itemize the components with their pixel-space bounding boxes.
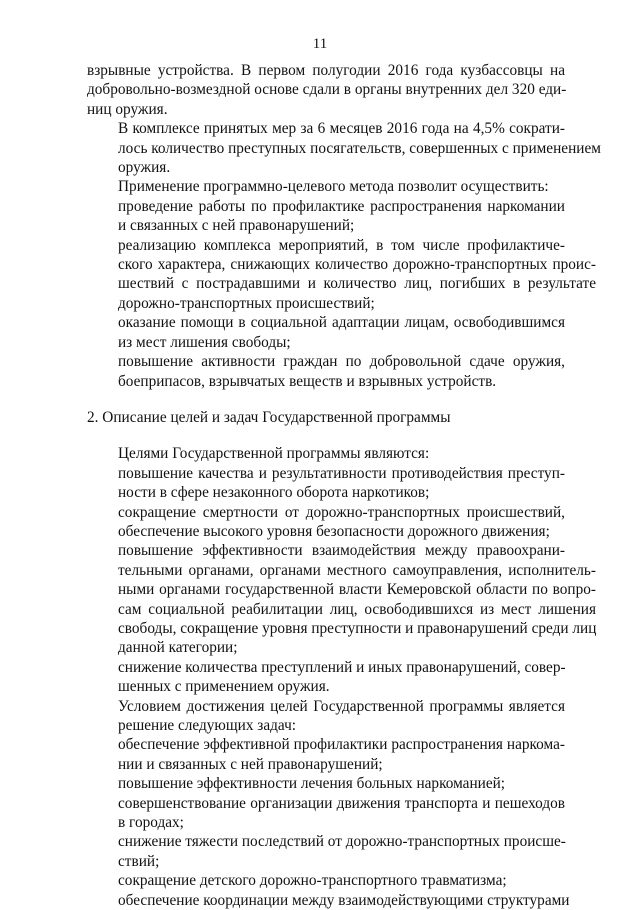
paragraph xyxy=(87,119,601,177)
text-line: сокращение детского дорожно-транспортного травматизма; xyxy=(118,872,507,890)
text-line: боеприпасов, взрывчатых веществ и взрывных устройств. xyxy=(118,372,497,390)
text-line: тельными органами, органами местного самоуправления, исполнитель- xyxy=(118,561,596,579)
paragraph xyxy=(87,658,565,697)
page-number: 11 xyxy=(312,36,328,52)
text-line: обеспечение координации между взаимодействующими структурами xyxy=(118,891,570,909)
paragraph xyxy=(87,197,565,236)
text-line: сам социальной реабилитации лиц, освободившихся из мест лишения xyxy=(118,600,596,618)
paragraph xyxy=(87,735,565,774)
text-line: Условием достижения целей Государственной программы является xyxy=(118,697,565,715)
paragraph xyxy=(87,503,565,542)
text-line: ниц оружия. xyxy=(87,100,168,118)
text-line: нии и связанных с ней правонарушений; xyxy=(118,755,383,773)
text-line: шествий с пострадавшими и количество лиц, погибших в результате xyxy=(118,275,596,293)
text-line: данной категории; xyxy=(118,639,238,657)
text-line: совершенствование организации движения транспорта и пешеходов xyxy=(118,794,565,812)
paragraph xyxy=(87,61,565,119)
text-line: решение следующих задач: xyxy=(118,717,297,734)
text-line: повышение эффективности взаимодействия между правоохрани- xyxy=(118,542,565,560)
text-line: снижение тяжести последствий от дорожно-транспортных происше- xyxy=(118,833,566,851)
text-line: из мест лишения свободы; xyxy=(118,333,291,351)
text-line: ными органами государственной власти Кемеровской области по вопро- xyxy=(118,581,596,599)
text-line: в городах; xyxy=(118,814,184,832)
text-line: повышение качества и результативности противодействия преступ- xyxy=(118,464,565,482)
text-line: проведение работы по профилактике распространения наркомании xyxy=(118,197,565,215)
text-line: свободы, сокращение уровня преступности и правонарушений среди лиц xyxy=(118,619,597,637)
text-line: Применение программно-целевого метода позволит осуществить: xyxy=(118,178,549,196)
text-line: повышение активности граждан по добровольной сдаче оружия, xyxy=(118,353,565,371)
text-line: обеспечение эффективной профилактики распространения наркома- xyxy=(118,736,565,754)
text-line: реализацию комплекса мероприятий, в том числе профилактиче- xyxy=(118,236,565,254)
paragraph xyxy=(87,832,565,871)
paragraph xyxy=(87,697,565,736)
paragraph xyxy=(87,177,565,196)
text-line: оружия. xyxy=(118,159,171,177)
text-line: снижение количества преступлений и иных правонарушений, совер- xyxy=(118,658,566,676)
paragraph xyxy=(87,794,565,833)
text-line: В комплексе принятых мер за 6 месяцев 2016 года на 4,5% сократи- xyxy=(118,120,565,138)
paragraph xyxy=(87,444,565,463)
paragraph xyxy=(87,236,596,314)
text-line: сокращение смертности от дорожно-транспортных происшествий, xyxy=(118,503,565,521)
text-line: оказание помощи в социальной адаптации лицам, освободившимся xyxy=(118,314,565,332)
text-line: шенных с применением оружия. xyxy=(118,678,330,696)
text-line: ского характера, снижающих количество дорожно-транспортных проис- xyxy=(118,256,596,274)
paragraph xyxy=(87,464,565,503)
section-heading: 2. Описание целей и задач Государственной программы xyxy=(87,408,451,426)
text-line: обеспечение высокого уровня безопасности дорожного движения; xyxy=(118,522,550,540)
paragraph xyxy=(87,313,565,352)
text-line: добровольно-возмездной основе сдали в органы внутренних дел 320 еди- xyxy=(87,81,567,99)
text-line: лось количество преступных посягательств, совершенных с применением xyxy=(118,139,601,157)
text-line: ствий; xyxy=(118,852,160,870)
paragraph xyxy=(87,774,565,793)
paragraph xyxy=(87,871,565,890)
goals-section xyxy=(87,444,597,910)
text-line: повышение эффективности лечения больных наркоманией; xyxy=(118,775,506,793)
text-line: Целями Государственной программы являются: xyxy=(118,445,430,463)
text-line: взрывные устройства. В первом полугодии 2016 года кузбассовцы на xyxy=(87,62,565,79)
paragraph xyxy=(87,541,597,657)
paragraph xyxy=(87,352,565,391)
text-line: и связанных с ней правонарушений; xyxy=(118,217,355,235)
text-line: ности в сфере незаконного оборота наркотиков; xyxy=(118,484,430,502)
document-body xyxy=(87,61,601,910)
intro-section xyxy=(87,61,601,391)
paragraph xyxy=(87,891,570,910)
text-line: дорожно-транспортных происшествий; xyxy=(118,294,375,312)
